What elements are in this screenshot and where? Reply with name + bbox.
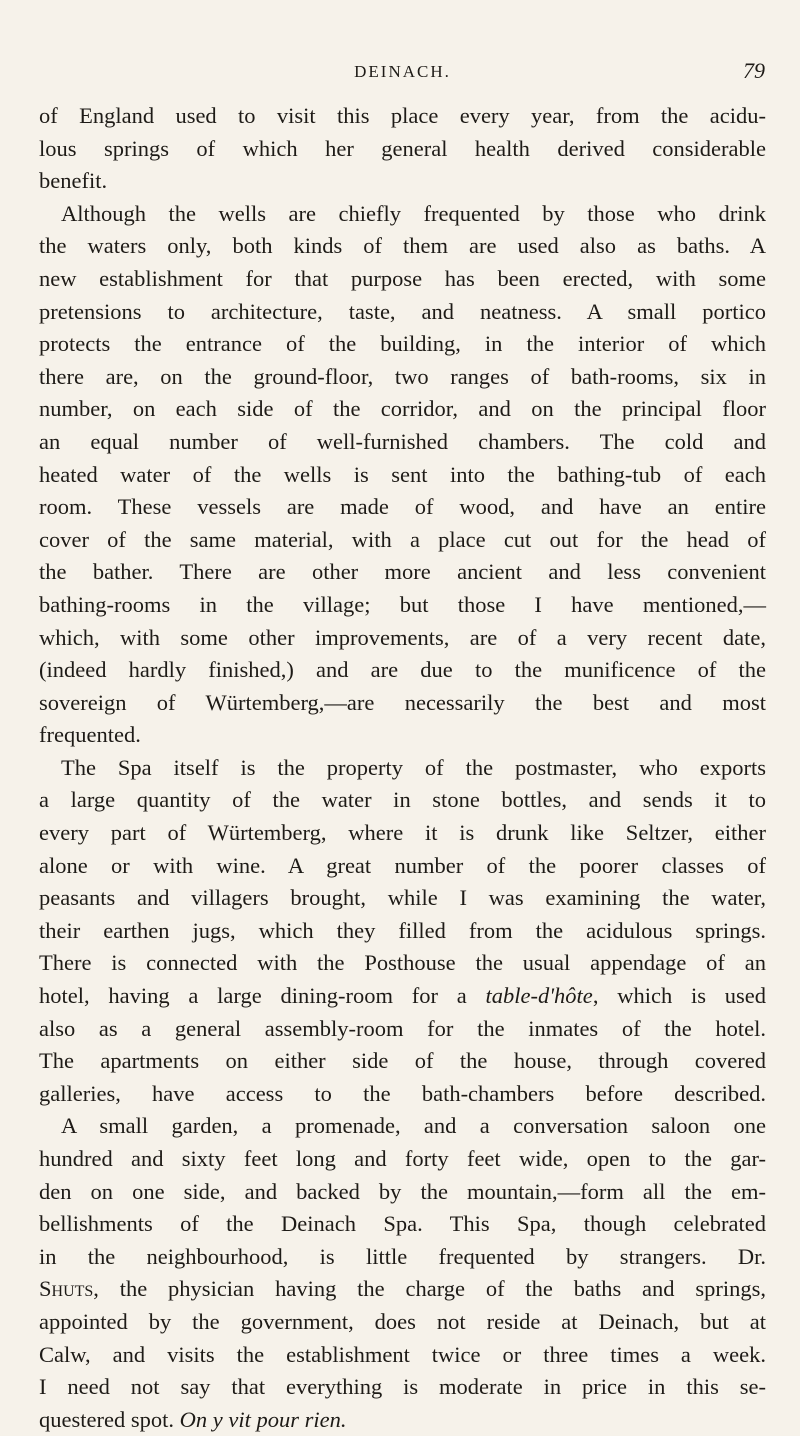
text-line: the waters only, both kinds of them are used also as baths. A: [39, 233, 766, 259]
text-line: in the neighbourhood, is little frequented by strangers. Dr.: [39, 1243, 766, 1269]
text-line: sovereign of Würtemberg,—are necessarily the best and most: [39, 689, 766, 715]
text-line: [39, 1273, 766, 1306]
text-line: There is connected with the Posthouse the usual appendage of an: [39, 950, 766, 976]
text-line: appointed by the government, does not reside at Deinach, but at: [39, 1308, 766, 1334]
text-line: The apartments on either side of the house, through covered: [39, 1048, 766, 1074]
text-span: , the physician having the charge of the baths and springs,: [93, 1276, 766, 1302]
text-span: hotel, having a large dining-room for a: [39, 983, 486, 1009]
text-line: cover of the same material, with a place cut out for the head of: [39, 526, 766, 552]
text-span: questered spot.: [39, 1406, 180, 1432]
text-line: pretensions to architecture, taste, and neatness. A small portico: [39, 298, 766, 324]
text-line: The Spa itself is the property of the postmaster, who exports: [61, 754, 766, 780]
text-line: new establishment for that purpose has been erected, with some: [39, 265, 766, 291]
text-span: , which is used: [592, 983, 766, 1009]
text-line: an equal number of well-furnished chambers. The cold and: [39, 428, 766, 454]
text-line: hundred and sixty feet long and forty feet wide, open to the gar-: [39, 1146, 766, 1171]
text-line: [39, 1404, 766, 1436]
text-line: heated water of the wells is sent into the bathing-tub of each: [39, 461, 766, 487]
text-line: alone or with wine. A great number of the poorer classes of: [39, 852, 766, 878]
text-line: peasants and villagers brought, while I was examining the water,: [39, 885, 766, 911]
text-line: bathing-rooms in the village; but those I have mentioned,—: [39, 591, 766, 617]
italic-phrase: On y vit pour rien.: [179, 1406, 347, 1432]
text-line: every part of Würtemberg, where it is drunk like Seltzer, either: [39, 820, 766, 846]
text-line: Calw, and visits the establishment twice or three times a week.: [39, 1341, 766, 1367]
text-line: a large quantity of the water in stone bottles, and sends it to: [39, 787, 766, 813]
text-line: bellishments of the Deinach Spa. This Spa, though celebrated: [39, 1211, 766, 1237]
text-line: protects the entrance of the building, in the interior of which: [39, 331, 766, 357]
text-line: lous springs of which her general health derived considerable: [39, 135, 766, 161]
running-head: [40, 50, 765, 90]
text-line: there are, on the ground-floor, two ranges of bath-rooms, six in: [39, 363, 766, 389]
body-text: [39, 100, 766, 1436]
small-caps-name: Shuts: [39, 1276, 94, 1302]
text-line: their earthen jugs, which they filled from the acidulous springs.: [39, 917, 766, 943]
text-line: A small garden, a promenade, and a conversation saloon one: [61, 1113, 766, 1139]
italic-phrase: table-d'hôte: [485, 983, 593, 1009]
text-line: Although the wells are chiefly frequented by those who drink: [61, 200, 766, 226]
text-line: galleries, have access to the bath-chambers before described.: [39, 1080, 766, 1106]
text-line: [39, 980, 766, 1013]
text-line: the bather. There are other more ancient and less convenient: [39, 559, 766, 585]
text-line: benefit.: [39, 168, 108, 194]
text-line: number, on each side of the corridor, and on the principal floor: [39, 396, 766, 422]
text-line: also as a general assembly-room for the inmates of the hotel.: [39, 1015, 766, 1041]
running-title: DEINACH.: [354, 62, 451, 81]
text-line: room. These vessels are made of wood, and have an entire: [39, 494, 766, 520]
text-line: which, with some other improvements, are of a very recent date,: [39, 624, 766, 650]
text-line: (indeed hardly finished,) and are due to the munificence of the: [39, 657, 766, 683]
page-number: 79: [743, 58, 765, 83]
text-line: den on one side, and backed by the mountain,—form all the em-: [39, 1178, 766, 1204]
text-line: I need not say that everything is moderate in price in this se-: [39, 1374, 766, 1400]
text-line: frequented.: [39, 722, 141, 748]
text-line: of England used to visit this place every year, from the acidu-: [39, 103, 766, 128]
